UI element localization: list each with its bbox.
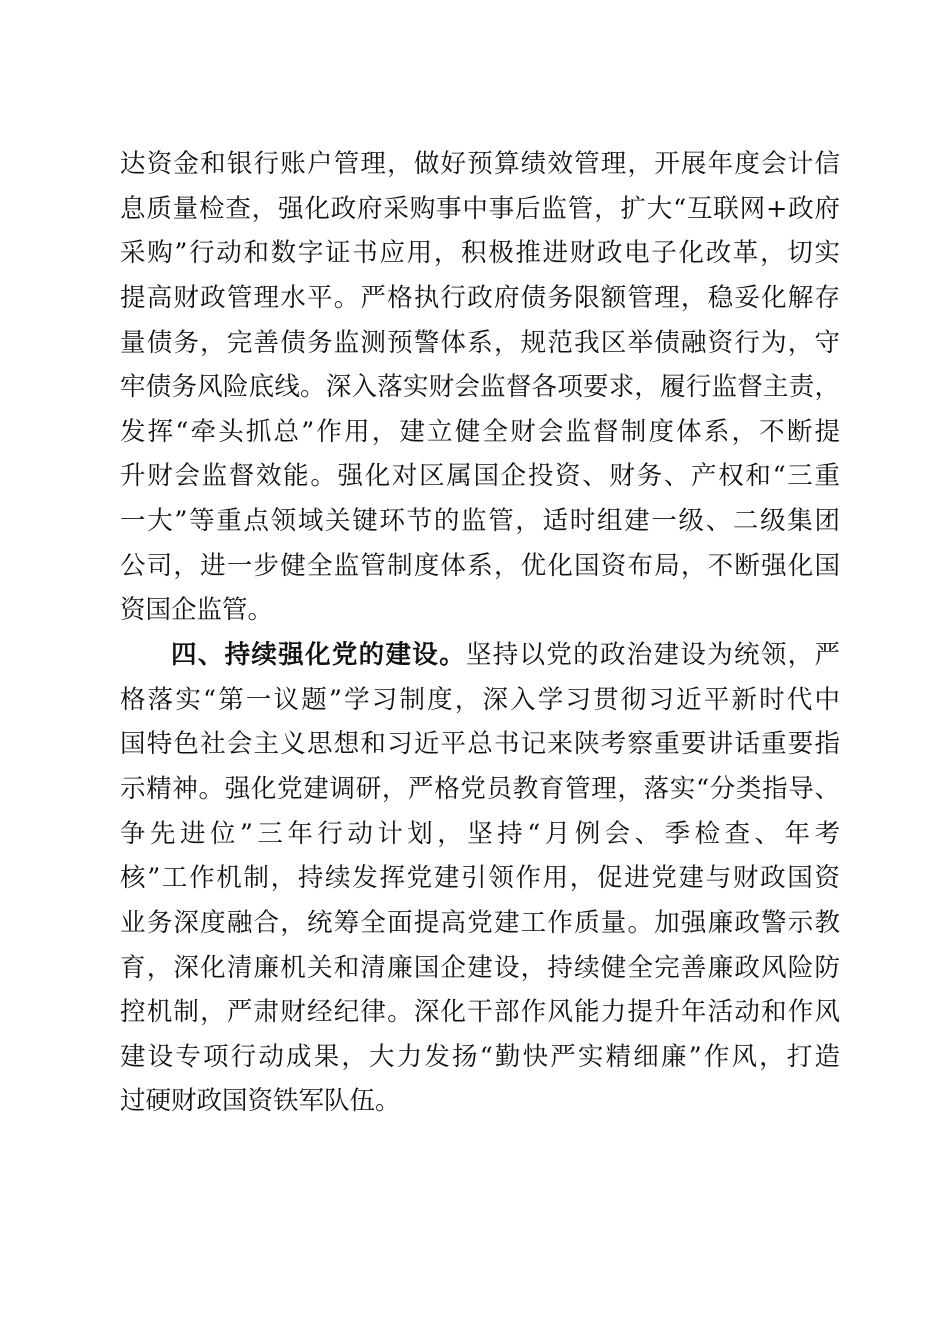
paragraph-line: 发挥“牵头抓总”作用，建立健全财会监督制度体系，不断提 xyxy=(120,416,840,447)
paragraph-line: 育，深化清廉机关和清廉国企建设，持续健全完善廉政风险防 xyxy=(120,952,840,983)
paragraph-line: 达资金和银行账户管理，做好预算绩效管理，开展年度会计信 xyxy=(120,149,840,179)
paragraph-line: 过硬财政国资铁军队伍。 xyxy=(120,1086,401,1117)
paragraph-line: 息质量检查，强化政府采购事中事后监管，扩大“互联网+政府 xyxy=(120,193,840,224)
paragraph-line: 国特色社会主义思想和习近平总书记来陕考察重要讲话重要指 xyxy=(120,729,840,760)
paragraph-party-building xyxy=(120,633,840,1124)
paragraph-line: 业务深度融合，统筹全面提高党建工作质量。加强廉政警示教 xyxy=(120,907,840,938)
paragraph-text: 坚持以党的政治建设为统领，严 xyxy=(465,640,840,671)
paragraph-financial-management xyxy=(120,142,840,633)
paragraph-line: 量债务，完善债务监测预警体系，规范我区举债融资行为，守 xyxy=(120,327,840,358)
paragraph-line: 争先进位”三年行动计划，坚持“月例会、季检查、年考 xyxy=(120,818,840,849)
paragraph-line: 一大”等重点领域关键环节的监管，适时组建一级、二级集团 xyxy=(120,506,840,537)
paragraph-line: 核”工作机制，持续发挥党建引领作用，促进党建与财政国资 xyxy=(120,863,840,894)
paragraph-line: 控机制，严肃财经纪律。深化干部作风能力提升年活动和作风 xyxy=(120,997,840,1028)
paragraph-line: 示精神。强化党建调研，严格党员教育管理，落实“分类指导、 xyxy=(120,773,840,804)
paragraph-first-line xyxy=(120,633,840,678)
paragraph-line: 升财会监督效能。强化对区属国企投资、财务、产权和“三重 xyxy=(120,461,840,492)
paragraph-line: 提高财政管理水平。严格执行政府债务限额管理，稳妥化解存 xyxy=(120,282,840,313)
paragraph-line: 建设专项行动成果，大力发扬“勤快严实精细廉”作风，打造 xyxy=(120,1041,840,1072)
paragraph-line: 资国企监管。 xyxy=(120,595,274,626)
paragraph-line: 公司，进一步健全监管制度体系，优化国资布局，不断强化国 xyxy=(120,550,840,581)
paragraph-line: 采购”行动和数字证书应用，积极推进财政电子化改革，切实 xyxy=(120,238,840,269)
paragraph-line: 格落实“第一议题”学习制度，深入学习贯彻习近平新时代中 xyxy=(120,684,840,715)
section-heading: 四、持续强化党的建设。 xyxy=(171,640,466,671)
paragraph-line: 牢债务风险底线。深入落实财会监督各项要求，履行监督主责， xyxy=(120,372,840,403)
document-body xyxy=(120,142,840,1124)
